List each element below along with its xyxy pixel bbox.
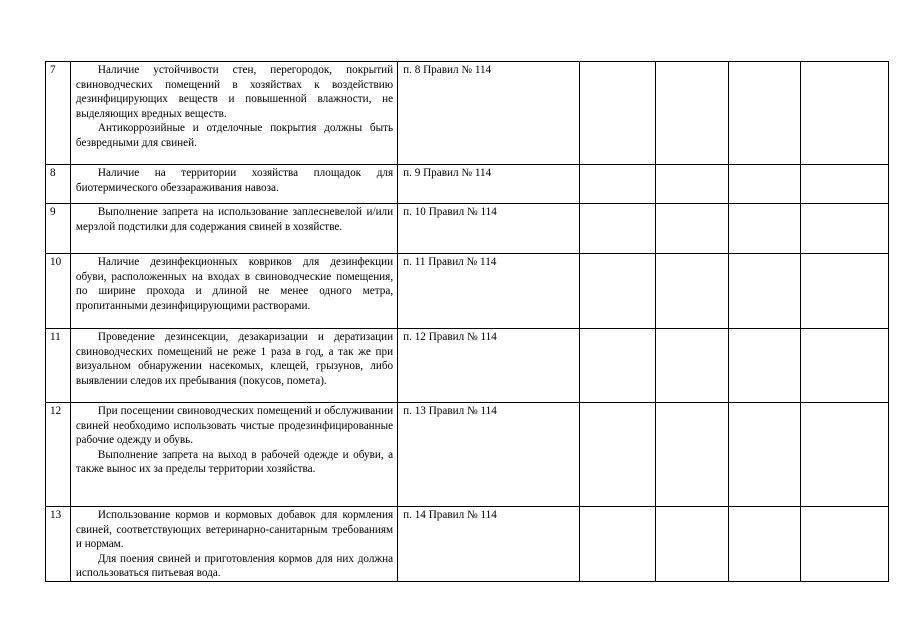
row-number: 11	[46, 329, 71, 403]
table-row	[46, 62, 889, 165]
answer-cell-4[interactable]	[801, 62, 889, 165]
requirement-cell	[70, 62, 397, 165]
table-row	[46, 204, 889, 254]
legal-reference-cell	[398, 165, 580, 204]
answer-cell-2[interactable]	[656, 403, 729, 507]
row-number: 10	[46, 254, 71, 329]
answer-cell-1[interactable]	[580, 165, 656, 204]
table-row	[46, 254, 889, 329]
table-row	[46, 403, 889, 507]
requirement-text: Для поения свиней и приготовления кормов для них должна использоваться питьевая вода.	[75, 552, 394, 579]
answer-cell-2[interactable]	[656, 165, 729, 204]
answer-cell-4[interactable]	[801, 254, 889, 329]
requirement-cell	[70, 254, 397, 329]
table-row	[46, 507, 889, 582]
answer-cell-3[interactable]	[728, 165, 801, 204]
answer-cell-2[interactable]	[656, 204, 729, 254]
answer-cell-1[interactable]	[580, 329, 656, 403]
row-number: 8	[46, 165, 71, 204]
legal-reference-cell	[398, 403, 580, 507]
requirement-cell	[70, 403, 397, 507]
legal-reference-cell	[398, 329, 580, 403]
legal-reference: п. 14 Правил № 114	[403, 509, 497, 521]
answer-cell-1[interactable]	[580, 62, 656, 165]
answer-cell-1[interactable]	[580, 204, 656, 254]
answer-cell-4[interactable]	[801, 204, 889, 254]
requirement-text: Проведение дезинсекции, дезакаризации и дератизации свиноводческих помещений не реже 1 раза в год, а так же при визуальном обнаружении насекомых, клещей, грызунов, либо выявлении следов их пребывания (покусов, помета).	[75, 331, 394, 387]
answer-cell-2[interactable]	[656, 254, 729, 329]
requirement-cell	[70, 329, 397, 403]
answer-cell-1[interactable]	[580, 507, 656, 582]
answer-cell-4[interactable]	[801, 403, 889, 507]
requirement-text: Наличие устойчивости стен, перегородок, покрытий свиноводческих помещений в хозяйствах к воздействию дезинфицирующих веществ и повышенной влажности, не выделяющих вредных веществ.	[75, 64, 394, 120]
answer-cell-1[interactable]	[580, 254, 656, 329]
legal-reference-cell	[398, 254, 580, 329]
table-row	[46, 165, 889, 204]
requirement-text: Выполнение запрета на выход в рабочей одежде и обуви, а также вынос их за пределы территории хозяйства.	[75, 448, 394, 475]
legal-reference: п. 12 Правил № 114	[403, 331, 497, 343]
answer-cell-3[interactable]	[728, 204, 801, 254]
table-row	[46, 329, 889, 403]
answer-cell-3[interactable]	[728, 254, 801, 329]
checklist-table	[45, 61, 889, 582]
requirement-text: Использование кормов и кормовых добавок для кормления свиней, соответствующих ветеринарно-санитарным требованиям и нормам.	[75, 509, 394, 550]
row-number: 12	[46, 403, 71, 507]
answer-cell-4[interactable]	[801, 329, 889, 403]
requirement-text: Антикоррозийные и отделочные покрытия должны быть безвредными для свиней.	[75, 122, 394, 149]
answer-cell-3[interactable]	[728, 329, 801, 403]
row-number: 7	[46, 62, 71, 165]
legal-reference: п. 13 Правил № 114	[403, 405, 497, 417]
requirement-text: При посещении свиноводческих помещений и обслуживании свиней необходимо использовать чистые продезинфицированные рабочие одежду и обувь.	[75, 405, 394, 446]
legal-reference: п. 8 Правил № 114	[403, 64, 492, 76]
requirement-text: Наличие дезинфекционных ковриков для дезинфекции обуви, расположенных на входах в свиноводческие помещения, по ширине прохода и длиной не менее одного метра, пропитанными дезинфицирующими растворами.	[75, 256, 394, 312]
legal-reference-cell	[398, 204, 580, 254]
answer-cell-1[interactable]	[580, 403, 656, 507]
row-number: 13	[46, 507, 71, 582]
requirement-cell	[70, 507, 397, 582]
legal-reference-cell	[398, 507, 580, 582]
answer-cell-2[interactable]	[656, 507, 729, 582]
answer-cell-3[interactable]	[728, 507, 801, 582]
answer-cell-4[interactable]	[801, 165, 889, 204]
answer-cell-3[interactable]	[728, 403, 801, 507]
legal-reference-cell	[398, 62, 580, 165]
answer-cell-2[interactable]	[656, 62, 729, 165]
answer-cell-3[interactable]	[728, 62, 801, 165]
row-number: 9	[46, 204, 71, 254]
answer-cell-4[interactable]	[801, 507, 889, 582]
legal-reference: п. 10 Правил № 114	[403, 206, 497, 218]
requirement-cell	[70, 204, 397, 254]
requirement-text: Наличие на территории хозяйства площадок для биотермического обеззараживания навоза.	[75, 167, 394, 194]
legal-reference: п. 9 Правил № 114	[403, 167, 492, 179]
answer-cell-2[interactable]	[656, 329, 729, 403]
requirement-text: Выполнение запрета на использование заплесневелой и/или мерзлой подстилки для содержания свиней в хозяйстве.	[75, 206, 394, 233]
legal-reference: п. 11 Правил № 114	[403, 256, 497, 268]
requirement-cell	[70, 165, 397, 204]
